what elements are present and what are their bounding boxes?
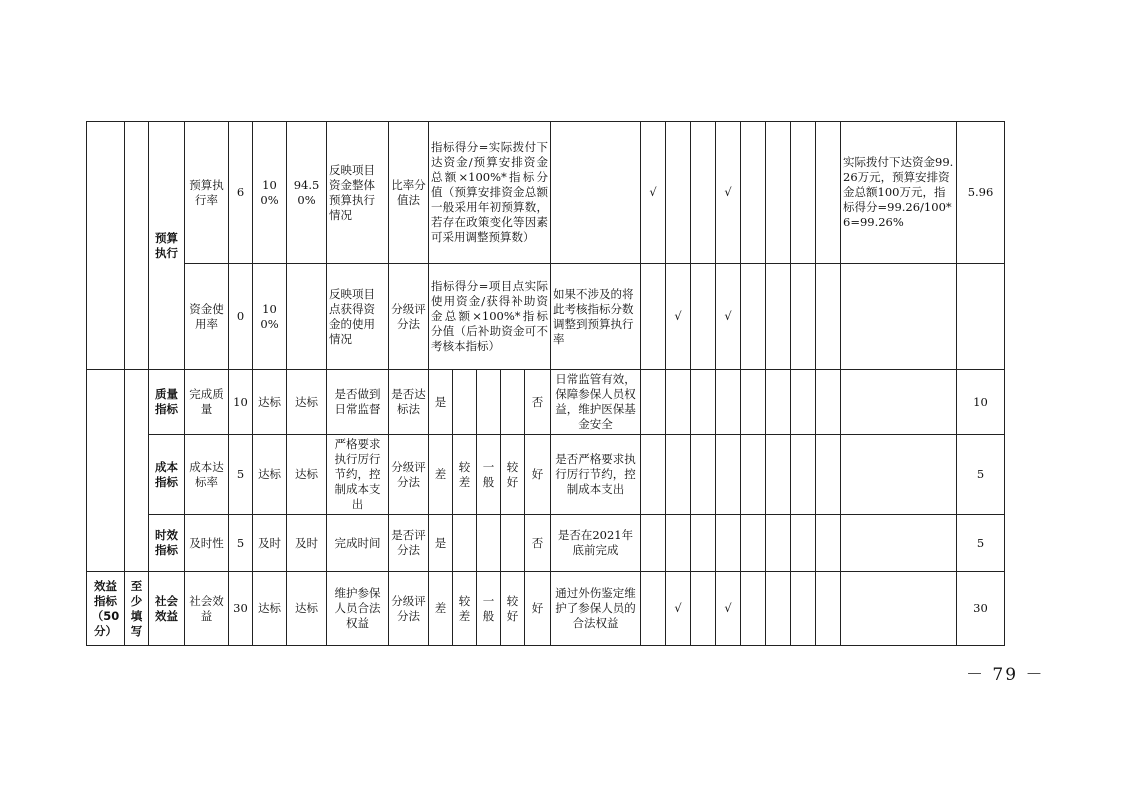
grade-cell <box>816 370 841 435</box>
indicator-target: 及时 <box>253 515 287 572</box>
grade-cell <box>716 515 741 572</box>
indicator-weight: 6 <box>229 122 253 264</box>
grade-cell <box>766 435 791 515</box>
grade-cell <box>791 572 816 646</box>
indicator-meaning: 反映项目点获得资金的使用情况 <box>327 264 389 370</box>
grade-cell <box>716 435 741 515</box>
grade-cell <box>791 370 816 435</box>
indicator-target: 达标 <box>253 572 287 646</box>
grade-cell <box>641 435 666 515</box>
grade-cell <box>791 264 816 370</box>
grade-cell <box>741 515 766 572</box>
grade-label: 否 <box>525 370 551 435</box>
grade-cell <box>766 122 791 264</box>
grade-cell <box>741 572 766 646</box>
scoring-method: 分级评分法 <box>389 572 429 646</box>
indicator-target: 达标 <box>253 435 287 515</box>
score-cell: 5 <box>957 515 1005 572</box>
check-mark: √ <box>666 572 691 646</box>
grade-label <box>453 370 477 435</box>
grade-label: 较差 <box>453 572 477 646</box>
grade-cell <box>691 435 716 515</box>
scoring-method: 分级评分法 <box>389 264 429 370</box>
grade-cell <box>641 370 666 435</box>
scoring-method: 分级评分法 <box>389 435 429 515</box>
grade-cell <box>766 572 791 646</box>
indicator-name: 成本达标率 <box>185 435 229 515</box>
indicator-name: 社会效益 <box>185 572 229 646</box>
grade-cell <box>691 572 716 646</box>
grade-cell <box>791 435 816 515</box>
indicator-weight: 30 <box>229 572 253 646</box>
remark-cell: 日常监管有效，保障参保人员权益，维护医保基金安全 <box>551 370 641 435</box>
grade-label: 是 <box>429 370 453 435</box>
grade-label <box>477 370 501 435</box>
page-number: － 79 － <box>966 665 1045 685</box>
indicator-actual: 及时 <box>287 515 327 572</box>
secondary-indicator-cell: 时效指标 <box>149 515 185 572</box>
grade-label: 差 <box>429 572 453 646</box>
grade-cell <box>766 370 791 435</box>
grade-label <box>453 515 477 572</box>
indicator-actual: 94.50% <box>287 122 327 264</box>
grade-label: 否 <box>525 515 551 572</box>
secondary-indicator-cell: 质量指标 <box>149 370 185 435</box>
score-explanation <box>841 264 957 370</box>
scoring-method: 比率分值法 <box>389 122 429 264</box>
table-row <box>87 435 1005 515</box>
grade-cell <box>791 122 816 264</box>
indicator-target: 100% <box>253 122 287 264</box>
indicator-name: 预算执行率 <box>185 122 229 264</box>
grade-label: 是 <box>429 515 453 572</box>
grade-cell <box>641 572 666 646</box>
score-cell: 10 <box>957 370 1005 435</box>
check-mark: √ <box>641 122 666 264</box>
grade-cell <box>816 435 841 515</box>
indicator-meaning: 严格要求执行厉行节约，控制成本支出 <box>327 435 389 515</box>
remark-cell <box>551 122 641 264</box>
secondary-indicator-cell: 成本指标 <box>149 435 185 515</box>
grade-label: 较好 <box>501 572 525 646</box>
grade-cell <box>816 572 841 646</box>
indicator-name: 及时性 <box>185 515 229 572</box>
grade-label <box>477 515 501 572</box>
grade-cell <box>816 122 841 264</box>
primary-indicator-cell <box>87 122 125 370</box>
score-explanation <box>841 572 957 646</box>
primary-indicator-cell: 效益指标（50分） <box>87 572 125 646</box>
scoring-standard: 指标得分=实际拨付下达资金/预算安排资金总额×100%*指标分值（预算安排资金总额一般采用年初预算数，若存在政策变化等因素可采用调整预算数） <box>429 122 551 264</box>
grade-cell <box>791 515 816 572</box>
grade-label: 好 <box>525 572 551 646</box>
grade-cell <box>741 370 766 435</box>
table-row <box>87 370 1005 435</box>
indicator-meaning: 维护参保人员合法权益 <box>327 572 389 646</box>
grade-cell <box>691 264 716 370</box>
indicator-actual: 达标 <box>287 435 327 515</box>
table-row <box>87 122 1005 264</box>
grade-cell <box>816 264 841 370</box>
indicator-weight: 5 <box>229 435 253 515</box>
grade-label <box>501 515 525 572</box>
score-explanation: 实际拨付下达资金99.26万元，预算安排资金总额100万元，指标得分=99.26/100*6=99.26% <box>841 122 957 264</box>
tier-cell: 至少填写 <box>125 572 149 646</box>
check-mark: √ <box>716 264 741 370</box>
table-row <box>87 572 1005 646</box>
remark-cell: 如果不涉及的将此考核指标分数调整到预算执行率 <box>551 264 641 370</box>
secondary-indicator-cell: 社会效益 <box>149 572 185 646</box>
scoring-method: 是否达标法 <box>389 370 429 435</box>
grade-cell <box>666 515 691 572</box>
grade-cell <box>816 515 841 572</box>
scoring-method: 是否评分法 <box>389 515 429 572</box>
secondary-indicator-cell: 预算执行 <box>149 122 185 370</box>
indicator-meaning: 完成时间 <box>327 515 389 572</box>
indicator-actual: 达标 <box>287 572 327 646</box>
indicator-name: 资金使用率 <box>185 264 229 370</box>
grade-cell <box>716 370 741 435</box>
grade-cell <box>641 515 666 572</box>
grade-label: 差 <box>429 435 453 515</box>
grade-cell <box>741 435 766 515</box>
tier-cell <box>125 122 149 370</box>
grade-cell <box>691 122 716 264</box>
grade-label: 较差 <box>453 435 477 515</box>
indicator-actual: 达标 <box>287 370 327 435</box>
grade-label: 好 <box>525 435 551 515</box>
grade-cell <box>741 264 766 370</box>
indicator-weight: 10 <box>229 370 253 435</box>
grade-cell <box>666 122 691 264</box>
table-row <box>87 515 1005 572</box>
score-cell: 30 <box>957 572 1005 646</box>
tier-cell <box>125 370 149 572</box>
score-cell: 5 <box>957 435 1005 515</box>
scoring-standard: 指标得分=项目点实际使用资金/获得补助资金总额×100%*指标分值（后补助资金可不考核本指标） <box>429 264 551 370</box>
grade-label: 较好 <box>501 435 525 515</box>
grade-cell <box>766 515 791 572</box>
grade-cell <box>741 122 766 264</box>
remark-cell: 是否在2021年底前完成 <box>551 515 641 572</box>
indicator-actual <box>287 264 327 370</box>
grade-label <box>501 370 525 435</box>
grade-cell <box>641 264 666 370</box>
primary-indicator-cell <box>87 370 125 572</box>
table-row <box>87 264 1005 370</box>
grade-cell <box>766 264 791 370</box>
grade-cell <box>666 370 691 435</box>
grade-cell <box>691 515 716 572</box>
check-mark: √ <box>666 264 691 370</box>
indicator-meaning: 是否做到日常监督 <box>327 370 389 435</box>
score-cell: 5.96 <box>957 122 1005 264</box>
remark-cell: 是否严格要求执行厉行节约，控制成本支出 <box>551 435 641 515</box>
indicator-name: 完成质量 <box>185 370 229 435</box>
remark-cell: 通过外伤鉴定维护了参保人员的合法权益 <box>551 572 641 646</box>
indicator-meaning: 反映项目资金整体预算执行情况 <box>327 122 389 264</box>
indicator-weight: 5 <box>229 515 253 572</box>
indicator-target: 100% <box>253 264 287 370</box>
indicator-target: 达标 <box>253 370 287 435</box>
check-mark: √ <box>716 122 741 264</box>
grade-cell <box>666 435 691 515</box>
check-mark: √ <box>716 572 741 646</box>
indicator-weight: 0 <box>229 264 253 370</box>
score-explanation <box>841 515 957 572</box>
score-explanation <box>841 435 957 515</box>
grade-label: 一般 <box>477 572 501 646</box>
grade-label: 一般 <box>477 435 501 515</box>
grade-cell <box>691 370 716 435</box>
score-cell <box>957 264 1005 370</box>
performance-evaluation-table <box>86 121 1005 646</box>
score-explanation <box>841 370 957 435</box>
